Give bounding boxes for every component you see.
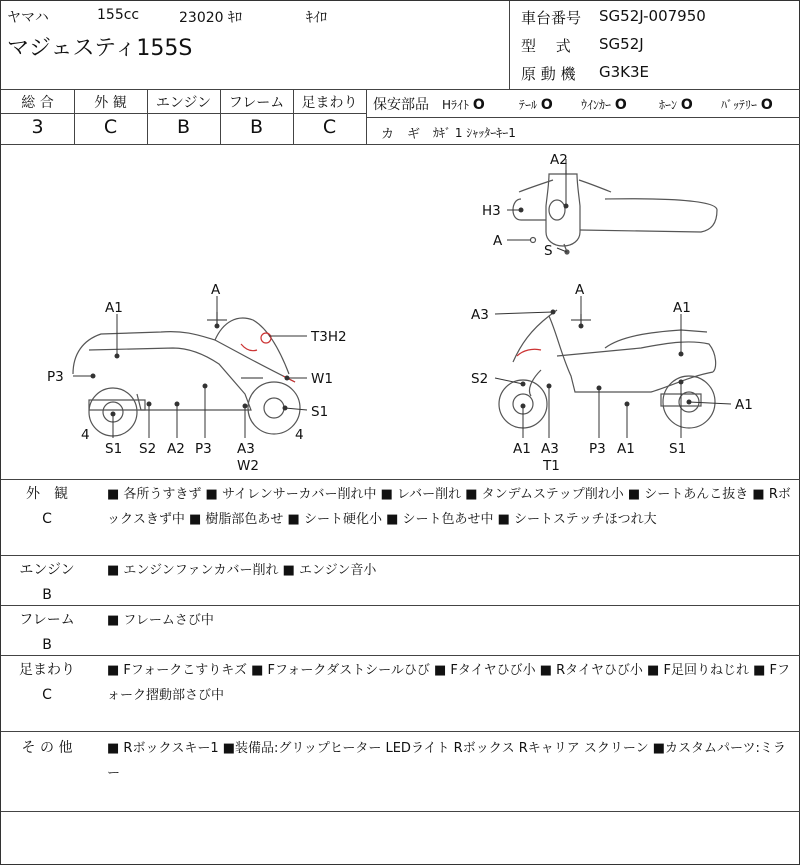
diagram-label: S [544, 243, 553, 259]
grade-header-overall: 総 合 [21, 95, 54, 111]
diagram-label: A1 [617, 441, 635, 457]
remark-text-frame: ■ フレームさび中 [107, 613, 214, 628]
diagram-label: S1 [311, 404, 329, 420]
diagram-label: A1 [735, 397, 753, 413]
diagram-label: S1 [669, 441, 687, 457]
remark-category-suspension: 足まわり C [19, 662, 75, 703]
remark-text-exterior: ■ 各所うすきず ■ サイレンサーカバー削れ中 ■ レバー削れ ■ タンデムステップ削れ小 ■ シートあんこ抜き ■ Rボックスきず中 ■ 樹脂部色あせ ■ シート硬化小 ■ シート色あせ中 ■ シートステッチほつれ大 [107, 487, 791, 527]
scooter-right-view [499, 310, 716, 428]
safety-mark: O [614, 97, 627, 113]
keys-value: ｶｷﾞ 1 ｼｬｯﾀｰｷｰ1 [433, 126, 516, 140]
diagram-label: P3 [47, 369, 64, 385]
diagram-label: A2 [167, 441, 185, 457]
damage-diagram [1, 144, 800, 479]
diagram-label: A1 [105, 300, 123, 316]
leader-lines [73, 170, 731, 438]
maker: ヤマハ [7, 10, 49, 26]
engine-code: G3K3E [599, 63, 650, 81]
diagram-label: A3 [237, 441, 255, 457]
diagram-label: W1 [311, 371, 333, 387]
remark-category-frame: フレーム B [19, 612, 75, 653]
mileage: 23020 ｷﾛ [179, 10, 242, 26]
frame-no: SG52J-007950 [599, 7, 706, 25]
safety-item-winker: ｳｲﾝｶｰ O [581, 97, 627, 113]
diagram-label: A [575, 282, 585, 298]
diagram-label: S2 [471, 371, 489, 387]
grade-header-frame: フレーム [228, 95, 285, 111]
frame-no-label: 車台番号 [521, 9, 582, 27]
diagram-label: W2 [237, 458, 259, 474]
model-name: マジェスティ155S [7, 36, 193, 61]
safety-item-headlight: Hﾗｲﾄ O [442, 97, 485, 113]
diagram-label: T3H2 [311, 329, 347, 345]
diagram-label: P3 [589, 441, 606, 457]
grade-exterior: C [103, 116, 118, 138]
displacement: 155cc [97, 7, 140, 23]
header-divider [509, 1, 510, 89]
mileage-unit: ｷｲﾛ [306, 10, 327, 26]
grade-header-exterior: 外 観 [94, 95, 127, 111]
diagram-label: A1 [673, 300, 691, 316]
grade-suspension: C [322, 116, 337, 138]
diagram-label: A1 [513, 441, 531, 457]
diagram-label: A [493, 233, 503, 249]
diagram-label: A3 [471, 307, 489, 323]
safety-item-battery: ﾊﾞｯﾃﾘｰ O [721, 97, 773, 113]
grade-overall: 3 [31, 116, 44, 138]
safety-mark: O [680, 97, 693, 113]
diagram-label: A [211, 282, 221, 298]
grade-header-engine: エンジン [155, 95, 212, 111]
safety-item-tail: ﾃｰﾙ O [519, 97, 553, 113]
diagram-label: S2 [139, 441, 157, 457]
remark-category-engine: エンジン B [19, 562, 75, 603]
remark-category-other: そ の 他 [21, 740, 73, 756]
diagram-label: A3 [541, 441, 559, 457]
diagram-label: T1 [543, 458, 560, 474]
grade-header-suspension: 足まわり [301, 95, 358, 111]
safety-item-horn: ﾎｰﾝ O [659, 97, 693, 113]
scooter-top-view [513, 159, 717, 254]
model-type: SG52J [599, 35, 644, 53]
remark-text-suspension: ■ Fフォークこすりキズ ■ Fフォークダストシールひび ■ Fタイヤひび小 ■ Rタイヤひび小 ■ F足回りねじれ ■ Fフォーク摺動部さび中 [107, 663, 790, 703]
diagram-label: 4 [81, 427, 90, 443]
diagram-label: 4 [295, 427, 304, 443]
model-type-label: 型 式 [521, 37, 571, 55]
diagram-label: A2 [550, 152, 568, 168]
grade-frame: B [249, 116, 264, 138]
remark-text-other: ■ Rボックスキー1 ■装備品:グリップヒーター LEDライト Rボックス Rキャリア スクリーン ■カスタムパーツ:ミラー [107, 741, 786, 781]
diagram-label: S1 [105, 441, 123, 457]
safety-mark: O [472, 97, 485, 113]
scooter-left-view [73, 312, 300, 436]
grade-engine: B [176, 116, 191, 138]
diagram-label: P3 [195, 441, 212, 457]
damage-point-markers [91, 204, 692, 417]
remark-category-exterior: 外 観 C [26, 486, 68, 527]
safety-mark: O [540, 97, 553, 113]
safety-label: 保安部品 [373, 97, 429, 113]
remark-text-engine: ■ エンジンファンカバー削れ ■ エンジン音小 [107, 563, 377, 578]
engine-label: 原 動 機 [521, 65, 576, 83]
safety-mark: O [760, 97, 773, 113]
keys-label: カ ギ [381, 127, 421, 142]
diagram-label: H3 [482, 203, 501, 219]
